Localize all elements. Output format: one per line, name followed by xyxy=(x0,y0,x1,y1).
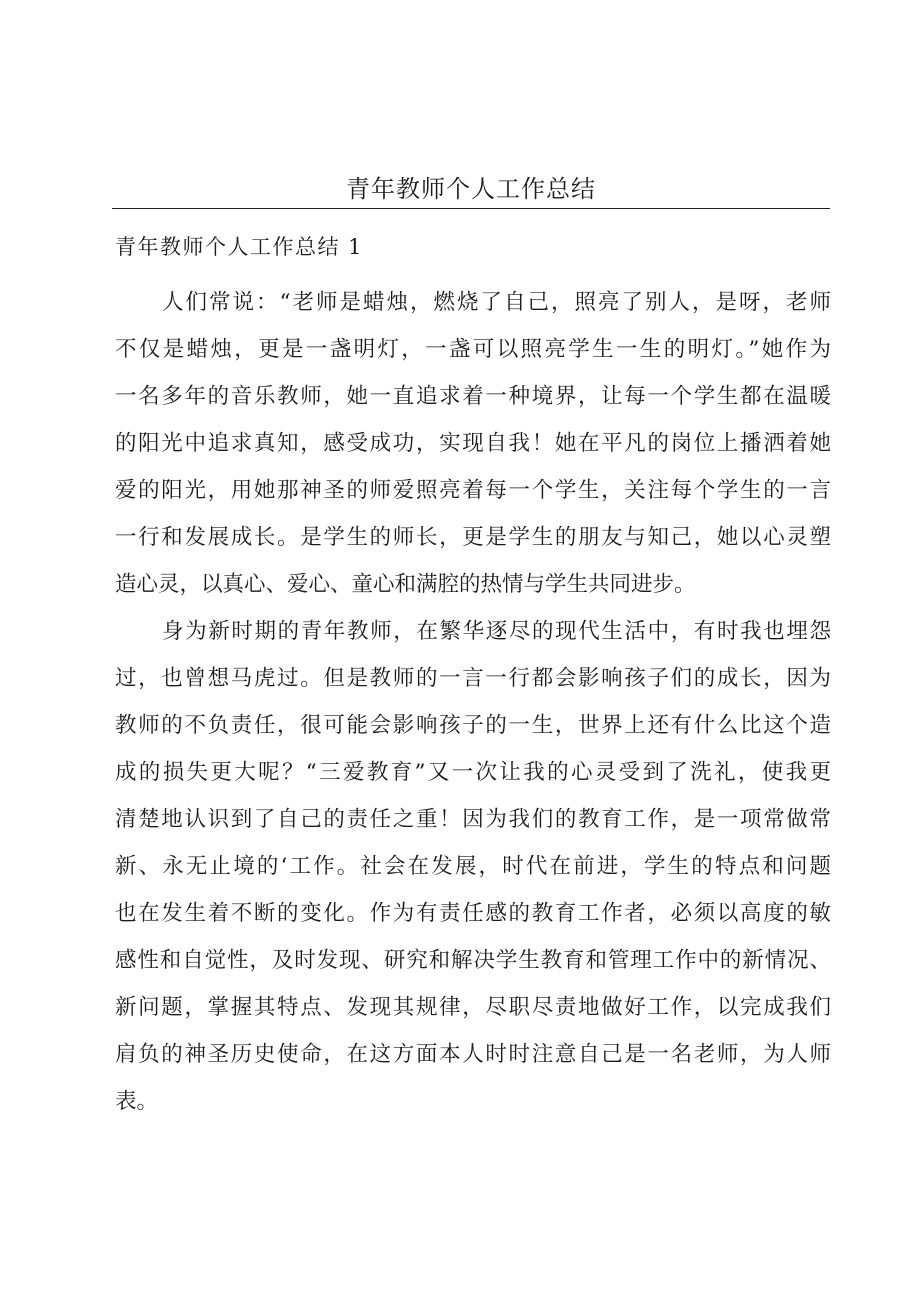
section-heading: 青年教师个人工作总结 1 xyxy=(115,235,364,259)
paragraph-line: 身为新时期的青年教师，在繁华逐尽的现代生活中，有时我也埋怨 xyxy=(162,619,831,644)
paragraph-line: 过，也曾想马虎过。但是教师的一言一行都会影响孩子们的成长，因为 xyxy=(115,666,831,691)
paragraph-line: 肩负的神圣历史使命，在这方面本人时时注意自己是一名老师，为人师 xyxy=(115,1042,831,1067)
paragraph-line: 不仅是蜡烛，更是一盏明灯，一盏可以照亮学生一生的明灯。”她作为 xyxy=(115,337,831,362)
paragraph-line: 一名多年的音乐教师，她一直追求着一种境界，让每一个学生都在温暖 xyxy=(115,384,831,409)
title-divider xyxy=(112,208,830,209)
paragraph-line: 人们常说：“老师是蜡烛，燃烧了自己，照亮了别人，是呀，老师 xyxy=(162,290,831,315)
paragraph-line: 的阳光中追求真知，感受成功，实现自我！她在平凡的岗位上播洒着她 xyxy=(115,431,831,456)
paragraph-2 xyxy=(115,608,831,1125)
document-body xyxy=(115,279,831,1125)
paragraph-1 xyxy=(115,279,831,608)
paragraph-line: 教师的不负责任，很可能会影响孩子的一生，世界上还有什么比这个造 xyxy=(115,713,831,738)
paragraph-line: 表。 xyxy=(115,1089,159,1114)
paragraph-line: 清楚地认识到了自己的责任之重！因为我们的教育工作，是一项常做常 xyxy=(115,807,831,832)
document-title: 青年教师个人工作总结 xyxy=(346,175,596,203)
paragraph-line: 成的损失更大呢？“三爱教育”又一次让我的心灵受到了洗礼，使我更 xyxy=(115,760,831,785)
paragraph-line: 感性和自觉性，及时发现、研究和解决学生教育和管理工作中的新情况、 xyxy=(115,948,831,973)
paragraph-line: 新问题，掌握其特点、发现其规律，尽职尽责地做好工作，以完成我们 xyxy=(115,995,831,1020)
paragraph-line: 也在发生着不断的变化。作为有责任感的教育工作者，必须以高度的敏 xyxy=(115,901,831,926)
paragraph-line: 造心灵，以真心、爱心、童心和满腔的热情与学生共同进步。 xyxy=(115,572,696,597)
paragraph-line: 新、永无止境的‘工作。社会在发展，时代在前进，学生的特点和问题 xyxy=(115,854,831,879)
paragraph-line: 一行和发展成长。是学生的师长，更是学生的朋友与知己，她以心灵塑 xyxy=(115,525,831,550)
paragraph-line: 爱的阳光，用她那神圣的师爱照亮着每一个学生，关注每个学生的一言 xyxy=(115,478,831,503)
